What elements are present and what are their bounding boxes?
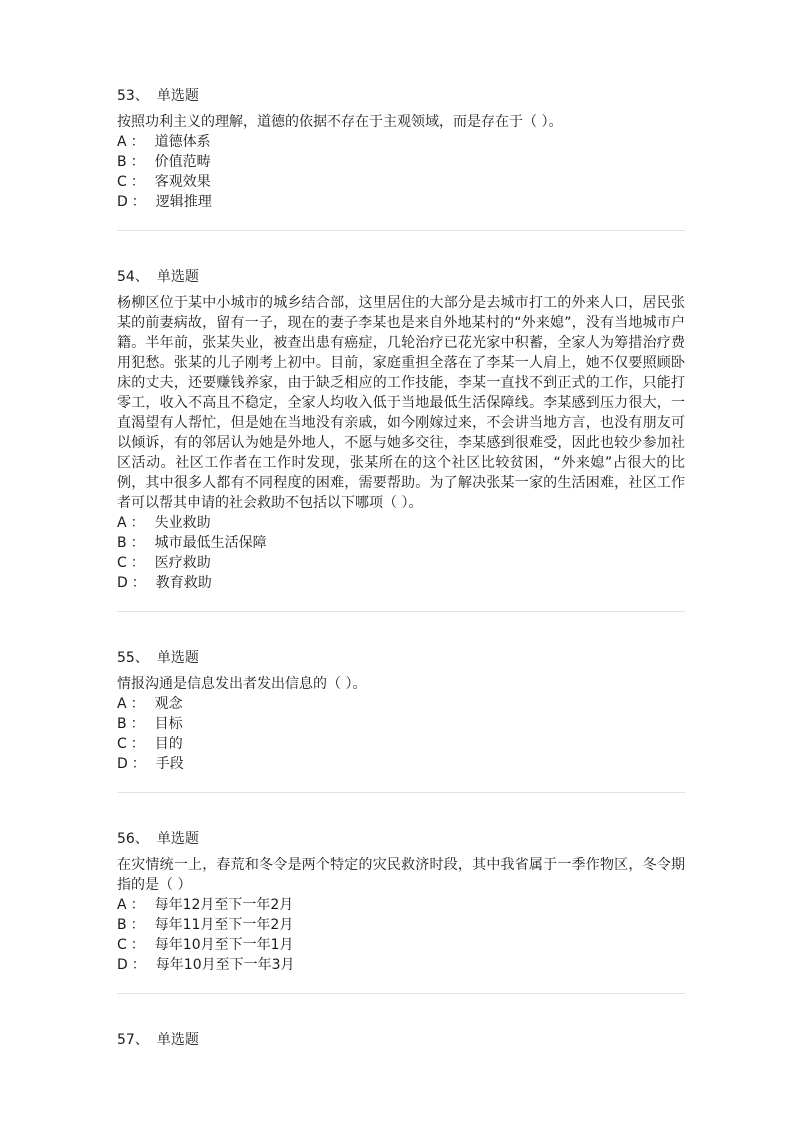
question-header	[117, 829, 685, 849]
option-colon: ：	[130, 154, 145, 170]
option-a[interactable]	[117, 895, 685, 915]
option-colon: ：	[130, 174, 145, 190]
option-b[interactable]	[117, 714, 685, 734]
option-c[interactable]	[117, 935, 685, 955]
option-colon: ：	[130, 736, 145, 752]
option-letter: A	[117, 897, 127, 913]
question-56	[117, 829, 685, 975]
option-b[interactable]	[117, 152, 685, 172]
option-list	[117, 132, 685, 212]
option-letter: D	[117, 194, 128, 210]
option-letter: A	[117, 696, 127, 712]
option-letter: D	[117, 575, 128, 591]
question-type: 单选题	[156, 650, 199, 666]
option-text: 教育救助	[155, 575, 212, 591]
option-text: 价值范畴	[154, 154, 211, 170]
question-stem: 杨柳区位于某中小城市的城乡结合部，这里居住的大部分是去城市打工的外来人口，居民张某的前妻病故，留有一子，现在的妻子李某也是来自外地某村的“外来媳”，没有当地城市户籍。半年前，张某失业，被查出患有癌症，几轮治疗已花光家中积蓄，全家人为筹措治疗费用犯愁。张某的儿子刚考上初中。目前，家庭重担全落在了李某一人肩上，她不仅要照顾卧床的丈夫，还要赚钱养家，由于缺乏相应的工作技能，李某一直找不到正式的工作，只能打零工，收入不高且不稳定，全家人均收入低于当地最低生活保障线。李某感到压力很大，一直渴望有人帮忙，但是她在当地没有亲戚，如今刚嫁过来，不会讲当地方言，也没有朋友可以倾诉，有的邻居认为她是外地人，不愿与她多交往，李某感到很难受，因此也较少参加社区活动。社区工作者在工作时发现，张某所在的这个社区比较贫困，“外来媳”占很大的比例，其中很多人都有不同程度的困难，需要帮助。为了解决张某一家的生活困难，社区工作者可以帮其申请的社会救助不包括以下哪项（ ）。	[117, 295, 685, 511]
question-divider	[117, 993, 685, 994]
question-header	[117, 1030, 685, 1050]
option-text: 每年10月至下一年3月	[155, 957, 295, 973]
option-b[interactable]	[117, 533, 685, 553]
question-number: 55	[117, 650, 135, 666]
question-stem: 情报沟通是信息发出者发出信息的（ ）。	[117, 676, 367, 692]
option-colon: ：	[131, 194, 146, 210]
question-57	[117, 1030, 685, 1050]
option-text: 目的	[154, 736, 183, 752]
option-letter: C	[117, 555, 127, 571]
option-d[interactable]	[117, 754, 685, 774]
question-type: 单选题	[156, 88, 199, 104]
option-colon: ：	[130, 716, 145, 732]
question-header	[117, 648, 685, 668]
option-colon: ：	[130, 897, 145, 913]
question-type: 单选题	[156, 269, 199, 285]
option-a[interactable]	[117, 513, 685, 533]
option-colon: ：	[130, 917, 145, 933]
question-list	[117, 86, 685, 1050]
option-text: 手段	[155, 756, 184, 772]
option-list	[117, 895, 685, 975]
option-text: 每年10月至下一年1月	[154, 937, 294, 953]
question-separator: 、	[134, 88, 149, 104]
question-header	[117, 86, 685, 106]
question-53	[117, 86, 685, 212]
option-colon: ：	[131, 575, 146, 591]
option-letter: C	[117, 937, 127, 953]
question-number: 56	[117, 831, 135, 847]
option-letter: B	[117, 716, 127, 732]
option-colon: ：	[130, 696, 145, 712]
option-c[interactable]	[117, 734, 685, 754]
option-d[interactable]	[117, 192, 685, 212]
option-text: 医疗救助	[154, 555, 211, 571]
option-colon: ：	[131, 957, 146, 973]
option-a[interactable]	[117, 694, 685, 714]
option-text: 每年12月至下一年2月	[154, 897, 294, 913]
option-colon: ：	[130, 134, 145, 150]
option-b[interactable]	[117, 915, 685, 935]
question-separator: 、	[134, 650, 149, 666]
question-number: 54	[117, 269, 135, 285]
question-number: 57	[117, 1032, 135, 1048]
option-c[interactable]	[117, 172, 685, 192]
option-text: 观念	[154, 696, 183, 712]
option-text: 逻辑推理	[155, 194, 212, 210]
option-text: 道德体系	[154, 134, 211, 150]
option-letter: B	[117, 917, 127, 933]
question-divider	[117, 611, 685, 612]
option-text: 目标	[154, 716, 183, 732]
question-stem: 在灾情统一上，春荒和冬令是两个特定的灾民救济时段，其中我省属于一季作物区，冬令期指的是（ ）	[117, 857, 685, 893]
option-letter: A	[117, 515, 127, 531]
question-divider	[117, 230, 685, 231]
question-number: 53	[117, 88, 135, 104]
option-letter: B	[117, 535, 127, 551]
option-a[interactable]	[117, 132, 685, 152]
option-letter: D	[117, 957, 128, 973]
question-header	[117, 267, 685, 287]
question-stem: 按照功利主义的理解，道德的依据不存在于主观领域，而是存在于（ ）。	[117, 114, 563, 130]
option-letter: B	[117, 154, 127, 170]
question-type: 单选题	[156, 1032, 199, 1048]
option-c[interactable]	[117, 553, 685, 573]
option-d[interactable]	[117, 955, 685, 975]
option-text: 城市最低生活保障	[154, 535, 267, 551]
question-55	[117, 648, 685, 774]
option-letter: A	[117, 134, 127, 150]
option-colon: ：	[130, 555, 145, 571]
question-type: 单选题	[156, 831, 199, 847]
option-text: 客观效果	[154, 174, 211, 190]
option-text: 失业救助	[154, 515, 211, 531]
option-colon: ：	[131, 756, 146, 772]
option-colon: ：	[130, 937, 145, 953]
question-54	[117, 267, 685, 593]
question-separator: 、	[134, 1032, 149, 1048]
question-separator: 、	[134, 831, 149, 847]
question-separator: 、	[134, 269, 149, 285]
option-list	[117, 513, 685, 593]
option-letter: C	[117, 736, 127, 752]
option-letter: C	[117, 174, 127, 190]
option-letter: D	[117, 756, 128, 772]
option-colon: ：	[130, 515, 145, 531]
option-list	[117, 694, 685, 774]
option-text: 每年11月至下一年2月	[154, 917, 294, 933]
option-colon: ：	[130, 535, 145, 551]
question-divider	[117, 792, 685, 793]
exam-page	[117, 86, 685, 1056]
option-d[interactable]	[117, 573, 685, 593]
